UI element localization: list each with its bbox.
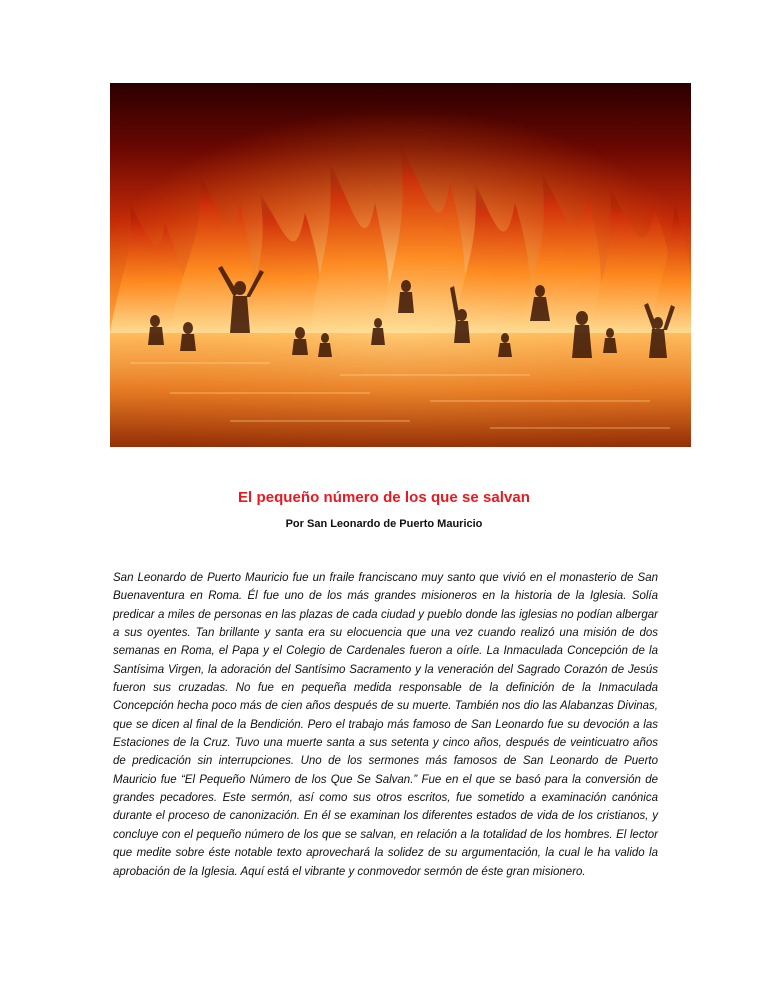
document-title: El pequeño número de los que se salvan — [238, 489, 530, 506]
document-byline: Por San Leonardo de Puerto Mauricio — [285, 518, 483, 530]
hero-image — [110, 83, 691, 447]
fire-illustration — [110, 83, 691, 447]
body-paragraph: San Leonardo de Puerto Mauricio fue un fraile franciscano muy santo que vivió en el monasterio de San Buenaventura en Roma. Él fue uno de los más grandes misioneros en la historia de la Iglesia. Solía predicar a miles de personas en las plazas de cada ciudad y pueblo donde las iglesias no podían albergar a sus oyentes. Tan brillante y santa era su elocuencia que una vez cuando realizó una misión de dos semanas en Roma, el Papa y el Colegio de Cardenales fueron a oírle. La Inmaculada Concepción de la Santísima Virgen, la adoración del Santísimo Sacramento y la veneración del Sagrado Corazón de Jesús fueron sus cruzadas. No fue en pequeña medida responsable de la definición de la Inmaculada Concepción hecha poco más de cien años después de su muerte. También nos dio las Alabanzas Divinas, que se dicen al final de la Bendición. Pero el trabajo más famoso de San Leonardo fue su devoción a las Estaciones de la Cruz. Tuvo una muerte santa a sus setenta y cinco años, después de veinticuatro años de predicación sin interrupciones. Uno de los sermones más famosos de San Leonardo de Puerto Mauricio fue “El Pequeño Número de los Que Se Salvan.” Fue en el que se basó para la conversión de grandes pecadores. Este sermón, así como sus otros escritos, fue sometido a examinación canónica durante el proceso de canonización. En él se examinan los diferentes estados de vida de los cristianos, y concluye con el pequeño número de los que se salvan, en relación a la totalidad de los hombres. El lector que medite sobre éste notable texto aprovechará la solidez de su argumentación, la cual le ha valido la aprobación de la Iglesia. Aquí está el vibrante y conmovedor sermón de éste gran misionero. — [113, 572, 658, 878]
